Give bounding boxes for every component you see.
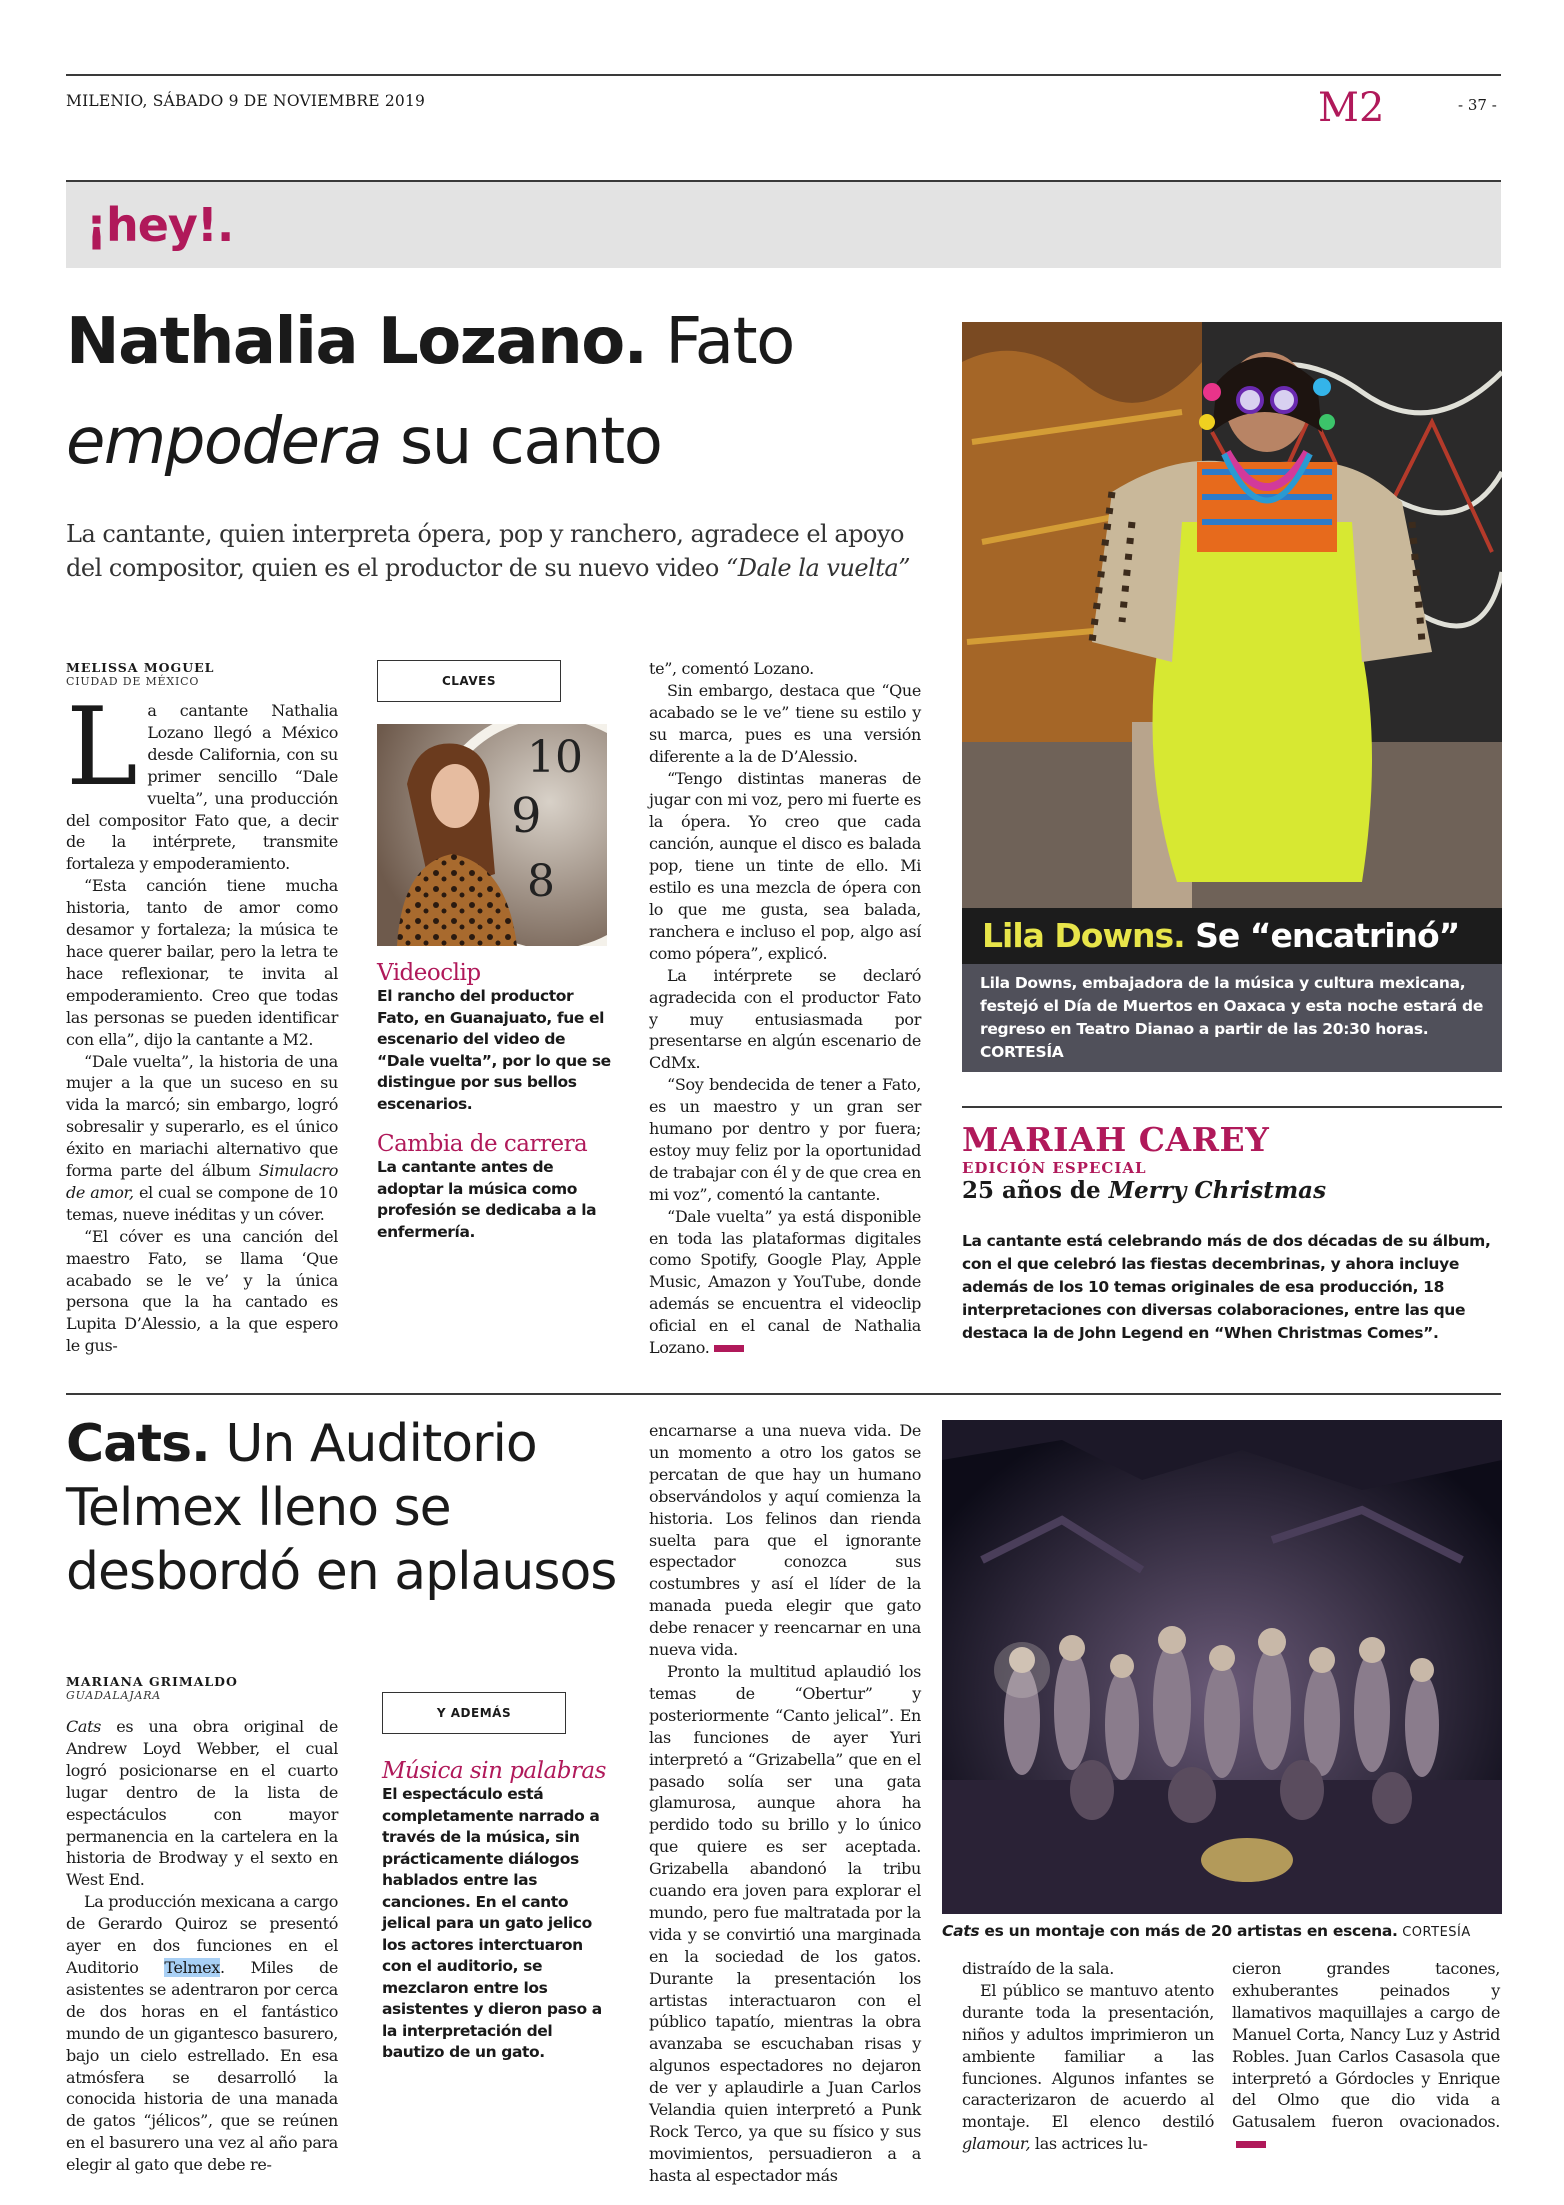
paragraph: “El cóver es una canción del maestro Fato, se llama ‘Que acabado se le ve’ y la única persona que la ha cantado es Lupita D’Alessio, a la que espero le gus- <box>66 1226 338 1356</box>
lila-title-name: Lila Downs. <box>982 916 1185 955</box>
headline-line <box>66 1412 666 1476</box>
sidebar-heading: Música sin palabras <box>382 1758 606 1784</box>
paragraph-text: “Dale vuelta” ya está disponible en toda las plataformas digitales como Spotify, Google Play, Apple Music, Amazon y YouTube, donde además se encuentra el videoclip oficial en el canal de Nathalia Lozano. <box>649 1206 921 1358</box>
story1-byline-block <box>66 660 336 688</box>
byline: MARIANA GRIMALDO <box>66 1674 238 1689</box>
italic-word: glamour, <box>962 2134 1031 2154</box>
lila-title-band <box>962 908 1502 964</box>
mariah-rule <box>962 1106 1502 1108</box>
headline-bold: Nathalia Lozano. <box>66 305 647 379</box>
top-rule <box>66 74 1501 76</box>
deck-line1: La cantante, quien interpreta ópera, pop y ranchero, agradece el apoyo <box>66 520 904 548</box>
clock-numeral: 8 <box>527 856 555 907</box>
mariah-title: MARIAH CAREY <box>962 1120 1270 1159</box>
story2-column5 <box>1232 1958 1500 2155</box>
paragraph-text: a cantante Nathalia Lozano llegó a México desde California, con su primer sencillo “Dale vuelta”, una producción del compositor Fato que, a decir de la intérprete, transmite fortaleza y empoderamiento. <box>66 701 338 874</box>
paragraph <box>66 1051 338 1226</box>
paragraph <box>649 1206 921 1359</box>
paragraph <box>66 1716 338 1891</box>
paragraph <box>962 1980 1214 2155</box>
byline: MELISSA MOGUEL <box>66 660 215 675</box>
headline-line: Telmex lleno se <box>66 1478 451 1538</box>
headline-line: desbordó en aplausos <box>66 1542 617 1602</box>
story1-column3 <box>649 658 921 1359</box>
paragraph-text: es una obra original de Andrew Loyd Webber, el cual logró posicionarse en el cuarto lugar dentro de la lista de espectáculos con mayor permanencia en la cartelera en la historia de Brodway y el sexto en West End. <box>66 1717 338 1890</box>
lila-illustration <box>962 322 1502 908</box>
lila-downs-photo <box>962 322 1502 908</box>
section-tag: ¡hey!. <box>86 198 234 252</box>
section-logo: M2 <box>1318 85 1385 131</box>
cats-caption <box>942 1922 1502 1940</box>
mariah-block <box>962 1120 1502 1345</box>
dateline: GUADALAJARA <box>66 1689 162 1702</box>
end-mark <box>714 1345 744 1352</box>
story1-sidebar <box>377 960 612 1243</box>
paragraph-text: La producción mexicana a cargo de Gerardo Quiroz se presentó ayer en dos funciones en el Auditorio <box>66 1892 338 1977</box>
lila-title-rest: Se “encatrinó” <box>1184 916 1460 955</box>
paragraph-text: “Dale vuelta”, la historia de una mujer a la que un suceso en su vida la marcó; sin embargo, logró sobresalir y superarlo, es el único éxito en mariachi alternativo que forma parte del álbum <box>66 1051 338 1181</box>
paragraph: distraído de la sala. <box>962 1959 1114 1978</box>
caption-show: Cats <box>942 1922 980 1940</box>
mariah-body: La cantante está celebrando más de dos décadas de su álbum, con el que celebró las fiestas decembrinas, y ahora incluye además de los 10 temas originales de esa producción, 18 interpretaciones con diversas colaboraciones, entre las que destaca la de John Legend en “When Christmas Comes”. <box>962 1232 1491 1342</box>
page-number: - 37 - <box>1458 96 1497 114</box>
caption-text: es un montaje con más de 20 artistas en escena. <box>979 1922 1398 1940</box>
headline-rest: Un Auditorio <box>209 1414 537 1474</box>
deck-italic: “Dale la vuelta” <box>725 554 910 582</box>
end-mark <box>1236 2141 1266 2148</box>
drop-cap: L <box>66 685 138 810</box>
paragraph: te”, comentó Lozano. <box>649 659 814 678</box>
story2-column1 <box>66 1716 338 2176</box>
story2-column3 <box>649 1420 921 2187</box>
highlighted-word[interactable]: Telmex <box>164 1957 220 1977</box>
paragraph-text: cieron grandes tacones, exhuberantes peinados y llamativos maquillajes a cargo de Manuel Corta, Nancy Luz y Astrid Robles. Juan Carlos Casasola que interpretó a Górdocles y Enrique del Olmo que dio vida a Gatusalem fueron ovacionados. <box>1232 1959 1500 2132</box>
story1-column1 <box>66 685 338 1357</box>
paragraph: Sin embargo, destaca que “Que acabado se le ve” tiene su estilo y su marca, pues es una versión diferente a la de D’Alessio. <box>649 680 921 766</box>
deck-text: del compositor, quien es el productor de su nuevo video <box>66 554 726 582</box>
paragraph: “Tengo distintas maneras de jugar con mi voz, pero mi fuerte es la ópera. Yo creo que cada canción, aunque el disco es balada pop, tiene un tinte de ello. Mi estilo es una mezcla de ópera con lo que me gusta, sea balada, ranchera e incluso el pop, algo así como pópera”, explicó. <box>649 768 921 963</box>
nathalia-illustration <box>377 724 607 946</box>
masthead-date: MILENIO, SÁBADO 9 DE NOVIEMBRE 2019 <box>66 92 426 110</box>
paragraph-text: El público se mantuvo atento durante toda la presentación, niños y adultos imprimieron un ambiente familiar a las funciones. Algunos infantes se caracterizaron de acuerdo al montaje. El elenco destiló <box>962 1980 1214 2132</box>
story-divider <box>66 1393 1501 1395</box>
mariah-sub2-text: 25 años de <box>962 1177 1109 1204</box>
paragraph: encarnarse a una nueva vida. De un momento a otro los gatos se percatan de que hay un humano observándolos y aquí comienza la historia. Los felinos dan rienda suelta para que el ignorante espectador conozca sus costumbres y así el líder de la manada pueda elegir que gato debe renacer y reencarnar en una nueva vida. <box>649 1421 921 1660</box>
paragraph: La intérprete se declaró agradecida con el productor Fato y muy entusiasmada por presentarse en algún escenario de CdMx. <box>649 965 921 1073</box>
mariah-subtitle: EDICIÓN ESPECIAL <box>962 1159 1147 1177</box>
paragraph: Pronto la multitud aplaudió los temas de “Obertur” y posteriormente “Canto jelical”. En las funciones de ayer Yuri interpretó a “Grizabella” que en el pasado solía ser una gata glamurosa, aunque ahora ha perdido todo su brillo y lo único que quiere es ser aceptada. Grizabella abandonó la tribu cuando era joven para explorar el mundo, pero fue maltratada por la vida y se convirtió una marginada en la sociedad de los gatos. Durante la presentación los artistas interactuaron con el público tapatío, mientras la obra avanzaba se escuchaban risas y algunos espectadores no dejaron de ver y aplaudirle a Juan Carlos Velandia quien interpretó a Punk Rock Terco, ya que su físico y sus movimientos, persuadieron a a hasta al espectador más <box>649 1661 921 2185</box>
sidebar-label: Y ADEMÁS <box>382 1692 566 1734</box>
story1-headline-line1 <box>66 306 966 378</box>
mariah-subtitle2 <box>962 1177 1502 1204</box>
caption-credit: CORTESÍA <box>1397 1925 1471 1940</box>
cats-stage-illustration <box>942 1420 1502 1914</box>
paragraph: “Soy bendecida de tener a Fato, es un maestro y un gran ser humano por dentro y por fuera; estoy muy feliz por la oportunidad de trabajar con él y de que crea en mi voz”, comentó la cantante. <box>649 1075 921 1204</box>
mariah-album: Merry Christmas <box>1108 1177 1327 1204</box>
album-title: Simulacro de amor, <box>66 1161 338 1202</box>
sidebar-text: El rancho del productor Fato, en Guanajuato, fue el escenario del video de “Dale vuelta”, por lo que se distingue por sus bellos escenarios. <box>377 987 611 1113</box>
deck-line2 <box>66 551 946 585</box>
clock-numeral: 10 <box>527 732 583 783</box>
cats-photo <box>942 1420 1502 1914</box>
story2-byline-block <box>66 1674 336 1702</box>
sidebar-heading: Videoclip <box>377 960 481 986</box>
story1-deck <box>66 517 946 585</box>
paragraph-text: . Miles de asistentes se adentraron por cerca de dos horas en el fantástico mundo de un gigantesco basurero, bajo un cielo estrellado. En esa atmósfera se desarrolló la conocida historia de una manada de gatos “jélicos”, que se reúnen en el basurero una vez al año para elegir al gato que debe re- <box>66 1957 338 2175</box>
paragraph-text: las actrices lu- <box>1030 2134 1148 2154</box>
sidebar-heading: Cambia de carrera <box>377 1131 588 1157</box>
paragraph <box>1232 1958 1500 2155</box>
section-band <box>66 180 1501 268</box>
paragraph <box>66 685 338 875</box>
paragraph <box>66 1891 338 2176</box>
nathalia-photo <box>377 724 607 946</box>
dateline: CIUDAD DE MÉXICO <box>66 675 200 688</box>
sidebar-text: La cantante antes de adoptar la música como profesión se dedicaba a la enfermería. <box>377 1158 597 1241</box>
headline-rest: Fato <box>646 305 794 379</box>
show-title: Cats <box>66 1717 102 1736</box>
clock-numeral: 9 <box>511 788 542 844</box>
story1-headline-line2 <box>66 406 966 478</box>
lila-title <box>982 916 1459 955</box>
sidebar-text: El espectáculo está completamente narrado a través de la música, sin prácticamente diálogos hablados entre las canciones. En el canto jelical para un gato jelico los actores interctuaron con el auditorio, se mezclaron entre los asistentes y dieron paso a la interpretación del bautizo de un gato. <box>382 1785 602 2061</box>
story2-sidebar <box>382 1758 612 2064</box>
story2-column4 <box>962 1958 1214 2155</box>
headline-rest2: su canto <box>381 405 662 479</box>
lila-caption: Lila Downs, embajadora de la música y cultura mexicana, festejó el Día de Muertos en Oaxaca y esta noche estará de regreso en Teatro Dianao a partir de las 20:30 horas. CORTESÍA <box>962 964 1502 1072</box>
headline-bold: Cats. <box>66 1414 210 1474</box>
headline-italic: empodera <box>66 405 382 479</box>
paragraph: “Esta canción tiene mucha historia, tanto de amor como desamor y fortaleza; la música te hace querer bailar, pero la letra te hace reflexionar, te invita al empoderamiento. Creo que todas las personas se pueden identificar con ella”, dijo la cantante a M2. <box>66 876 338 1049</box>
story2-headline <box>66 1412 666 1604</box>
paragraph-text: el cual se compone de 10 temas, nueve inéditas y un cóver. <box>66 1182 338 1224</box>
sidebar-label: CLAVES <box>377 660 561 702</box>
